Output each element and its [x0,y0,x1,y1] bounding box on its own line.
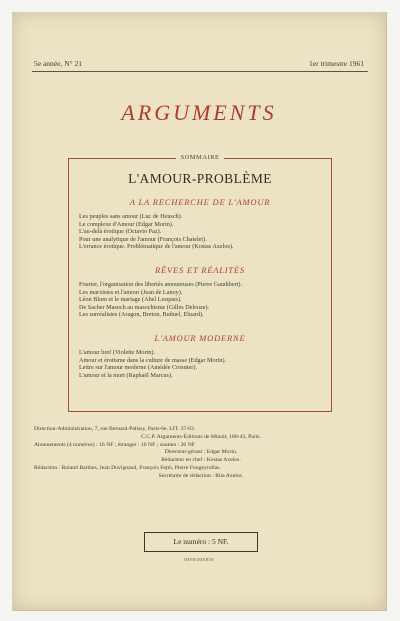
list-item: L'au-delà érotique (Octavio Paz). [79,228,162,236]
section-items [79,213,329,251]
list-item: L'errance érotique. Problématique de l'amour (Kostas Axelos). [79,243,234,251]
editorial-board-line: Rédaction : Roland Barthes, Jean Duvignaud, François Fejtö, Pierre Fougeyrollas. [34,464,221,471]
imprint: IMPRIMERIE [183,557,215,562]
list-item: Les marxistes et l'amour (Jean de Lanoy). [79,288,183,296]
section-items [79,349,329,379]
list-item: Lettre sur l'amour moderne (Amédée Crosnier). [79,364,197,372]
secretary-line: Secrétaire de rédaction : Rita Axelos. [158,472,244,479]
list-item: Fourier, l'organisation des libertés amoureuses (Pierre Gaudibert). [79,281,242,288]
section-items [79,281,329,319]
publication-info [34,426,368,481]
list-item: Les peuples sans amour (Luc de Heusch). [79,213,183,220]
magazine-title: ARGUMENTS [121,100,277,125]
subscription-line: Abonnements (4 numéros) : 16 NF ; étranger : 16 NF ; soutien : 20 NF [34,441,195,448]
issue-theme-title: L'AMOUR-PROBLÈME [128,171,272,186]
contents-label: SOMMAIRE [69,154,331,161]
list-item: Léon Blum et le mariage (Abel Lesques). [79,296,182,304]
section-heading: RÊVES ET RÉALITÉS [155,265,245,275]
list-item: Pour une analytique de l'amour (François Chatelet). [79,235,207,243]
header-rule [32,71,368,72]
list-item: De Sacher Masoch au masochisme (Gilles Deleuze). [79,303,210,311]
magazine-cover [12,12,387,611]
list-item: L'amour et la mort (Raphaël Marcus). [79,371,173,379]
list-item: L'amour bref (Violette Morin). [79,349,155,356]
director-line: Directeur-gérant : Edgar Morin. [164,449,238,456]
section-heading: A LA RECHERCHE DE L'AMOUR [129,197,271,207]
issue-date: 1er trimestre 1961 [309,59,364,68]
price-box: Le numéro : 5 NF. [144,532,258,552]
issue-number: 5e année, N° 21 [34,59,82,68]
address-line: Direction-Administration, 7, rue Bernard-Palissy, Paris-6e. LIT. 37-63. [34,426,196,432]
editor-line: Rédacteur en chef : Kostas Axelos. [161,457,241,464]
account-line: C.C.P. Arguments-Éditions de Minuit, 180-43, Paris. [141,433,261,440]
list-item: Les surréalistes (Aragon, Breton, Buñuel, Eluard). [79,311,204,319]
list-item: Le complexe d'Amour (Edgar Morin). [79,220,174,228]
list-item: Amour et érotisme dans la culture de masse (Edgar Morin). [79,356,227,364]
section-heading: L'AMOUR MODERNE [154,333,246,343]
contents-box [68,154,332,412]
